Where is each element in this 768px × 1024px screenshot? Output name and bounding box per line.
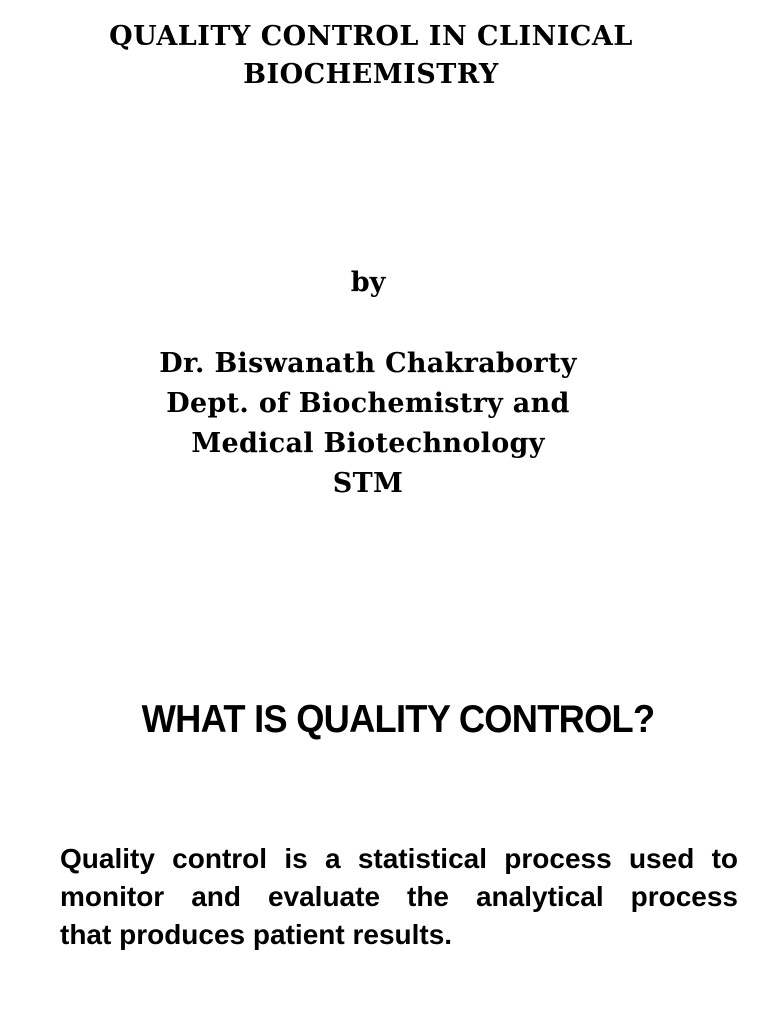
title-line-2: BIOCHEMISTRY — [243, 59, 499, 90]
author-name: Dr. Biswanath Chakraborty — [159, 348, 577, 379]
paragraph-line-1: Quality control is a statistical process used to — [60, 843, 738, 874]
author-department: Dept. of Biochemistry and — [166, 388, 570, 419]
definition-paragraph — [60, 840, 738, 954]
definition-slide — [0, 640, 768, 1024]
presentation-title — [0, 18, 742, 94]
title-line-1: QUALITY CONTROL IN CLINICAL — [109, 21, 633, 52]
author-block — [0, 344, 736, 504]
author-department-cont: Medical Biotechnology — [191, 428, 545, 459]
slide-heading: WHAT IS QUALITY CONTROL? — [141, 698, 655, 741]
author-institution: STM — [332, 468, 404, 499]
paragraph-line-2: monitor and evaluate the analytical process — [60, 881, 738, 912]
paragraph-line-3: that produces patient results. — [60, 919, 453, 950]
byline: by — [350, 267, 386, 298]
